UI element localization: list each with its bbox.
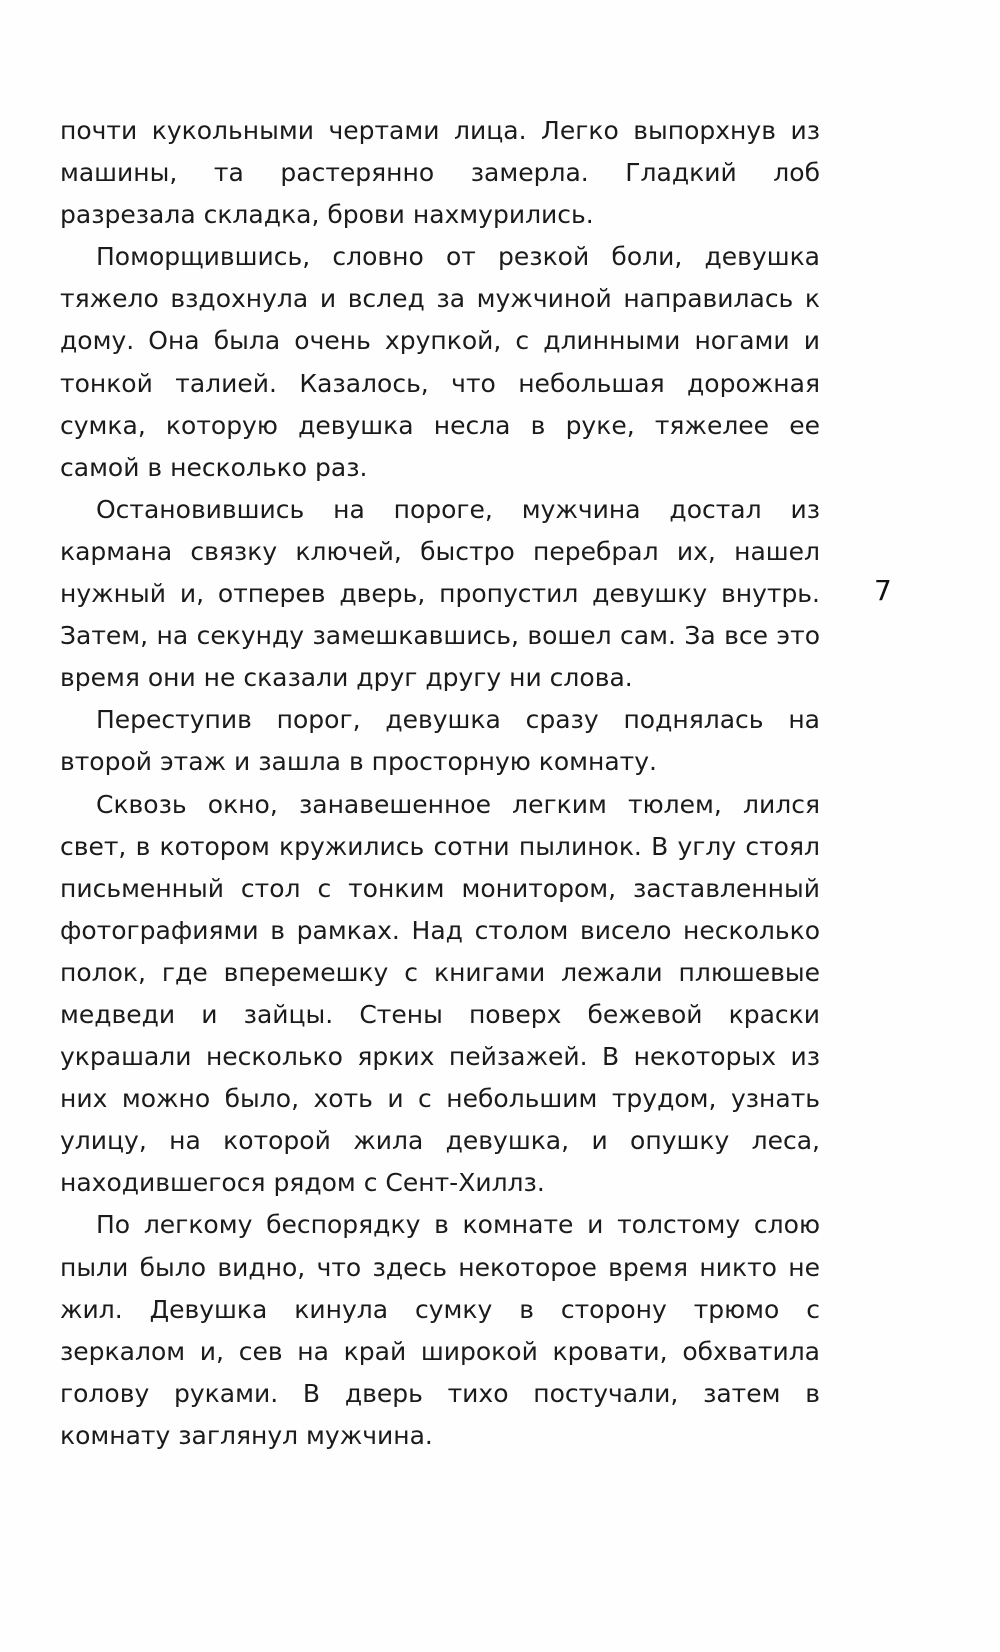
paragraph-4: Переступив порог, девушка сразу поднялась на второй этаж и зашла в просторную комнату. (60, 705, 820, 777)
paragraph-5: Сквозь окно, занавешенное легким тюлем, лился свет, в котором кружились сотни пылинок. В углу стоял письменный стол с тонким монитором, заставленный фотографиями в рамках. Над столом висело несколько полок, где вперемешку с книгами лежали плюшевые медведи и зайцы. Стены поверх бежевой краски украшали несколько ярких пейзажей. В некоторых из них можно было, хоть и с небольшим трудом, узнать улицу, на которой жила девушка, и опушку леса, находившегося рядом с Сент-Хиллз. (60, 789, 820, 1198)
paragraph-3: Остановившись на пороге, мужчина достал из кармана связку ключей, быстро перебрал их, нашел нужный и, отперев дверь, пропустил девушку внутрь. Затем, на секунду замешкавшись, вошел сам. За все это время они не сказали друг другу ни слова. (60, 494, 820, 693)
paragraph-6: По легкому беспорядку в комнате и толстому слою пыли было видно, что здесь некоторое время никто не жил. Девушка кинула сумку в сторону трюмо с зеркалом и, сев на край широкой кровати, обхватила голову руками. В дверь тихо постучали, затем в комнату заглянул мужчина. (60, 1210, 820, 1450)
paragraph-2: Поморщившись, словно от резкой боли, девушка тяжело вздохнула и вслед за мужчиной направилась к дому. Она была очень хрупкой, с длинными ногами и тонкой талией. Казалось, что небольшая дорожная сумка, которую девушка несла в руке, тяжелее ее самой в несколько раз. (60, 242, 820, 482)
page-number: 7 (874, 574, 892, 607)
body-text (60, 110, 820, 1457)
paragraph-1: почти кукольными чертами лица. Легко выпорхнув из машины, та растерянно замерла. Гладкий лоб разрезала складка, брови нахмурились. (60, 116, 820, 230)
